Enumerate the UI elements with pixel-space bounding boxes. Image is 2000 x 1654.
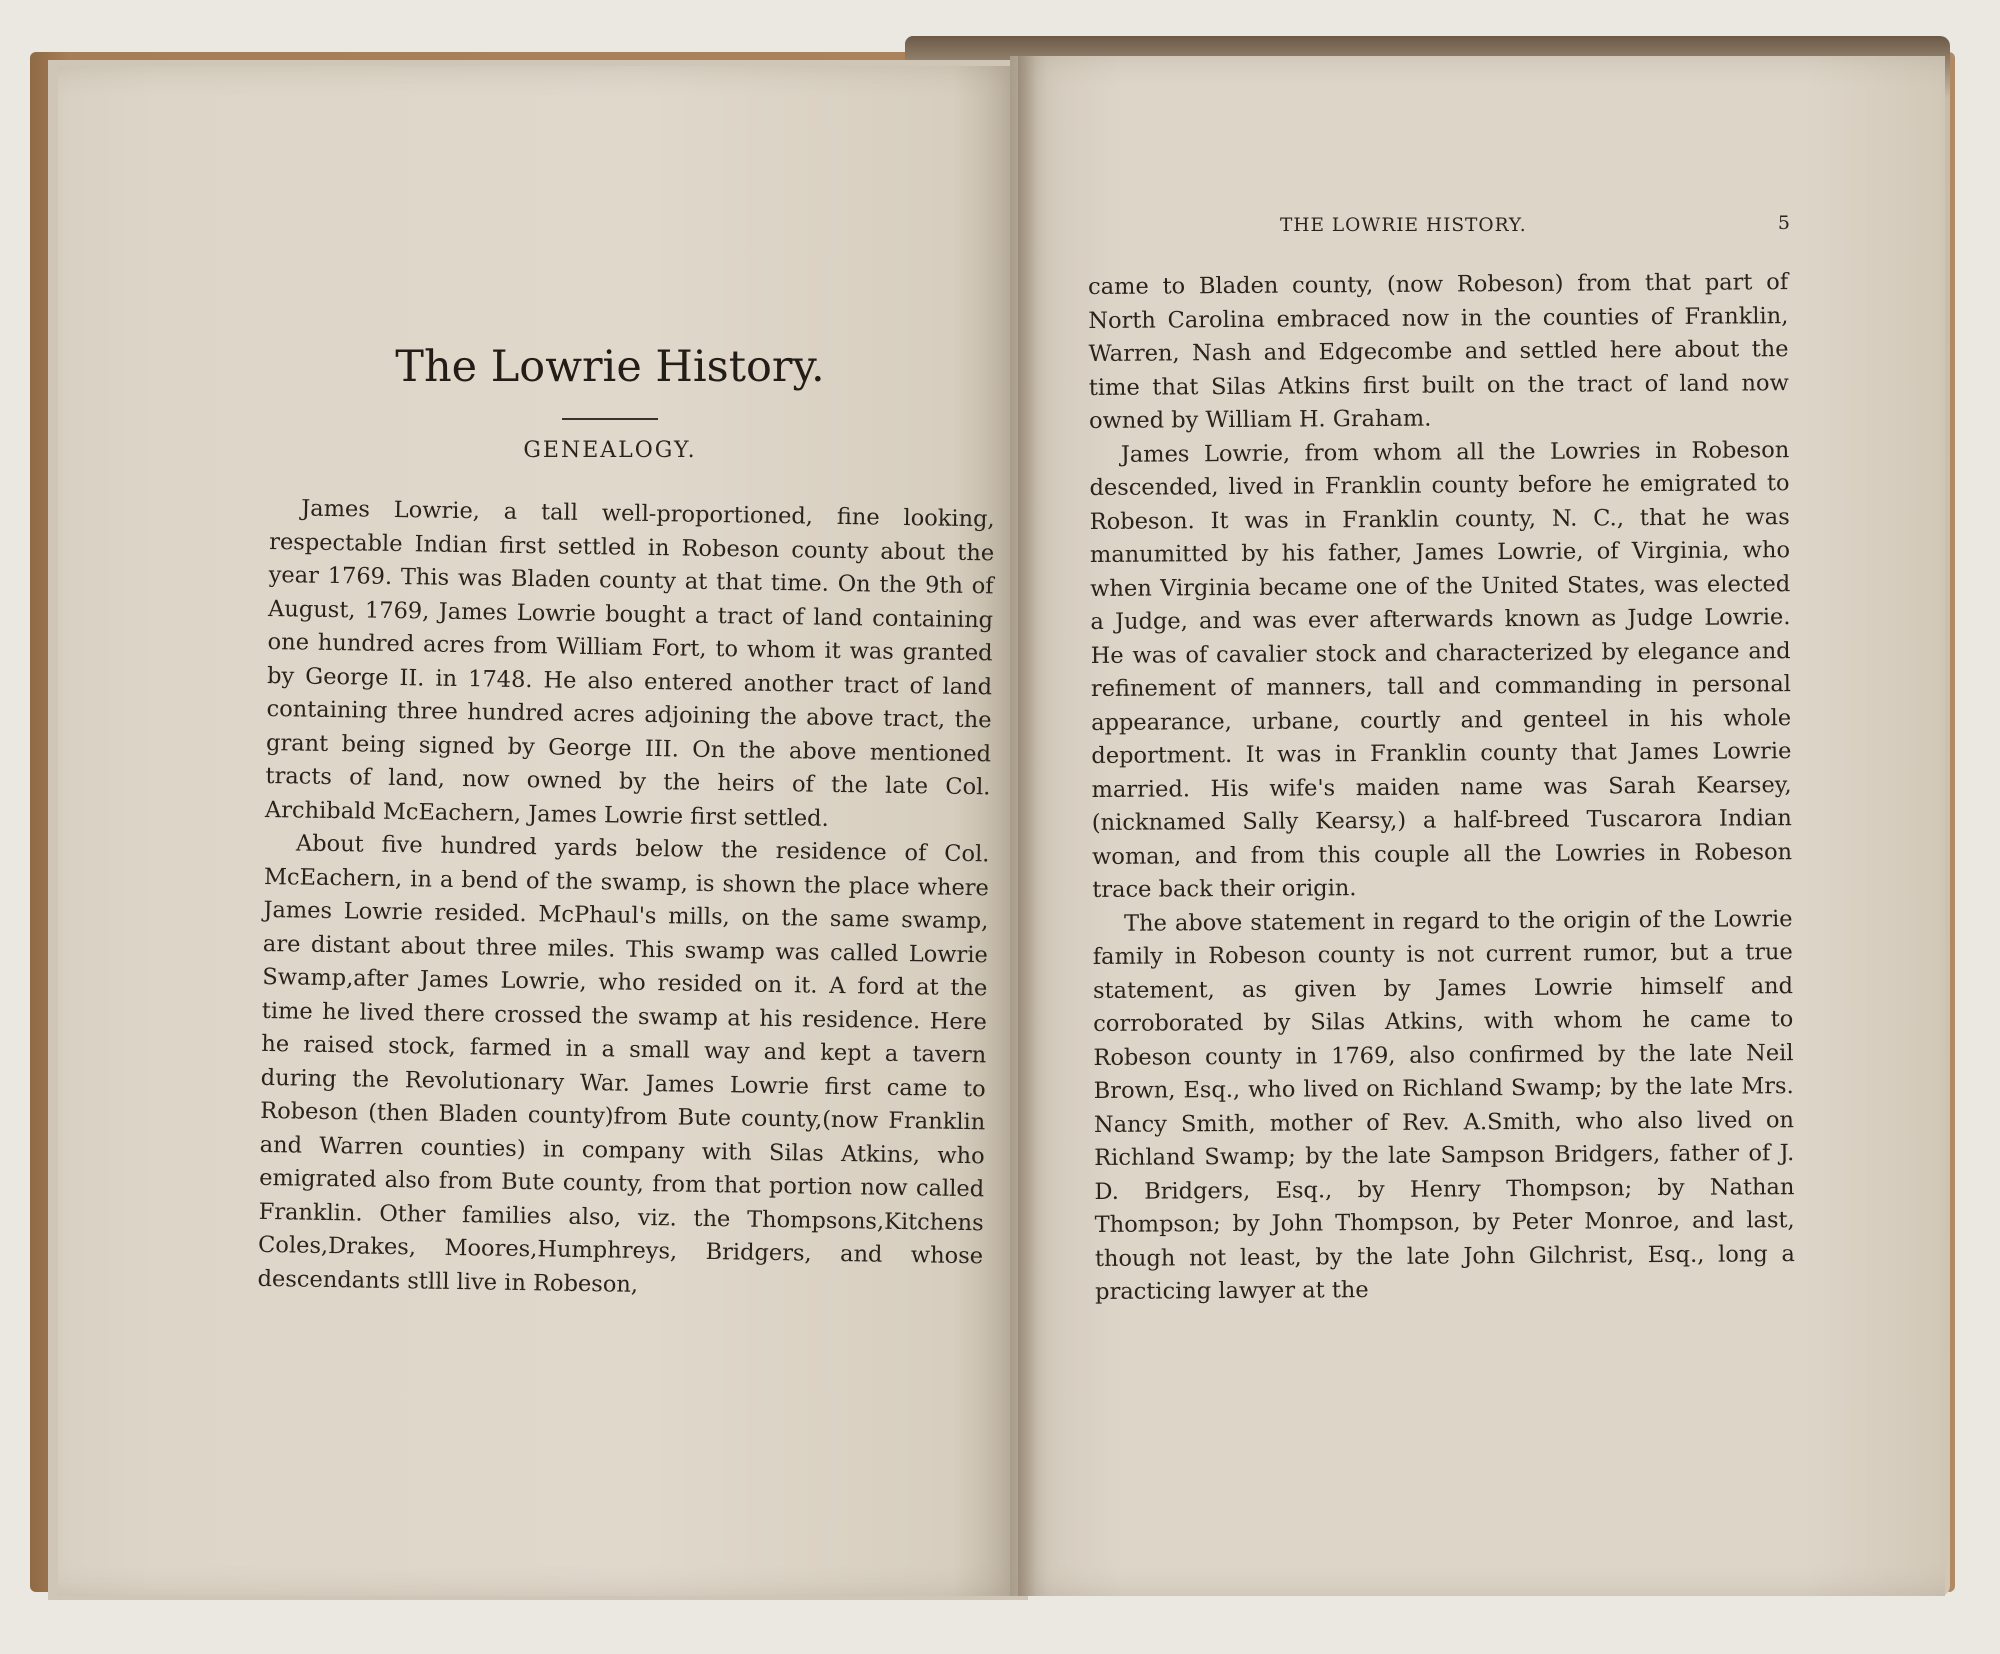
running-head: THE LOWRIE HISTORY.	[1280, 215, 1527, 236]
left-paragraph-2: About five hundred yards below the residence of Col. McEachern, in a bend of the swamp, is shown the place where James Lowrie resided. McPhaul's mills, on the same swamp, are distant about three miles. This swamp was called Lowrie Swamp,after James Lowrie, who resided on it. A ford at the time he lived there crossed the swamp at his residence. Here he raised stock, farmed in a small way and kept a tavern during the Revolutionary War. James Lowrie first came to Robeson (then Bladen county)from Bute county,(now Franklin and Warren counties) in company with Silas Atkins, who emigrated also from Bute county, from that portion now called Franklin. Other families also, viz. the Thompsons,Kitchens Coles,Drakes, Moores,Humphreys, Bridgers, and whose descendants stlll live in Robeson,	[257, 830, 990, 1298]
right-paragraph-2: James Lowrie, from whom all the Lowries in Robeson descended, lived in Franklin county before he emigrated to Robeson. It was in Franklin county, N. C., that he was manumitted by his father, James Lowrie, of Virginia, who when Virginia became one of the United States, was elected a Judge, and was ever afterwards known as Judge Lowrie. He was of cavalier stock and characterized by elegance and refinement of manners, tall and commanding in personal appearance, urbane, courtly and genteel in his whole deportment. It was in Franklin county that James Lowrie married. His wife's maiden name was Sarah Kearsey, (nicknamed Sally Kearsy,) a half-breed Tuscarora Indian woman, and from this couple all the Lowries in Robeson trace back their origin.	[1089, 436, 1793, 903]
right-paragraph-1: came to Bladen county, (now Robeson) from that part of North Carolina embraced now in the counties of Franklin, Warren, Nash and Edgecombe and settled here about the time that Silas Atkins first built on the tract of land now owned by William H. Graham.	[1088, 269, 1789, 434]
right-paragraph-3: The above statement in regard to the origin of the Lowrie family in Robeson county is not current rumor, but a true statement, as given by James Lowrie himself and corroborated by Silas Atkins, with whom he came to Robeson county in 1769, also confirmed by the late Neil Brown, Esq., who lived on Richland Swamp; by the late Mrs. Nancy Smith, mother of Rev. A.Smith, who also lived on Richland Swamp; by the late Sampson Bridgers, father of J. D. Bridgers, Esq., by Henry Thompson; by Nathan Thompson; by John Thompson, by Peter Monroe, and last, though not least, by the late John Gilchrist, Esq., long a practicing lawyer at the	[1092, 905, 1795, 1305]
book-gutter	[1018, 56, 1036, 1596]
left-page-text	[257, 492, 995, 1307]
right-page-text	[1088, 266, 1795, 1309]
section-heading: GENEALOGY.	[523, 438, 697, 463]
title-rule	[562, 418, 658, 420]
book-title: The Lowrie History.	[395, 342, 825, 392]
left-paragraph-1: James Lowrie, a tall well-proportioned, fine looking, respectable Indian first settled in Robeson county about the year 1769. This was Bladen county at that time. On the 9th of August, 1769, James Lowrie bought a tract of land containing one hundred acres from William Fort, to whom it was granted by George II. in 1748. He also entered another tract of land containing three hundred acres adjoining the above tract, the grant being signed by George III. On the above mentioned tracts of land, now owned by the heirs of the late Col. Archibald McEachern, James Lowrie first settled.	[264, 495, 995, 832]
page-number: 5	[1777, 212, 1790, 234]
